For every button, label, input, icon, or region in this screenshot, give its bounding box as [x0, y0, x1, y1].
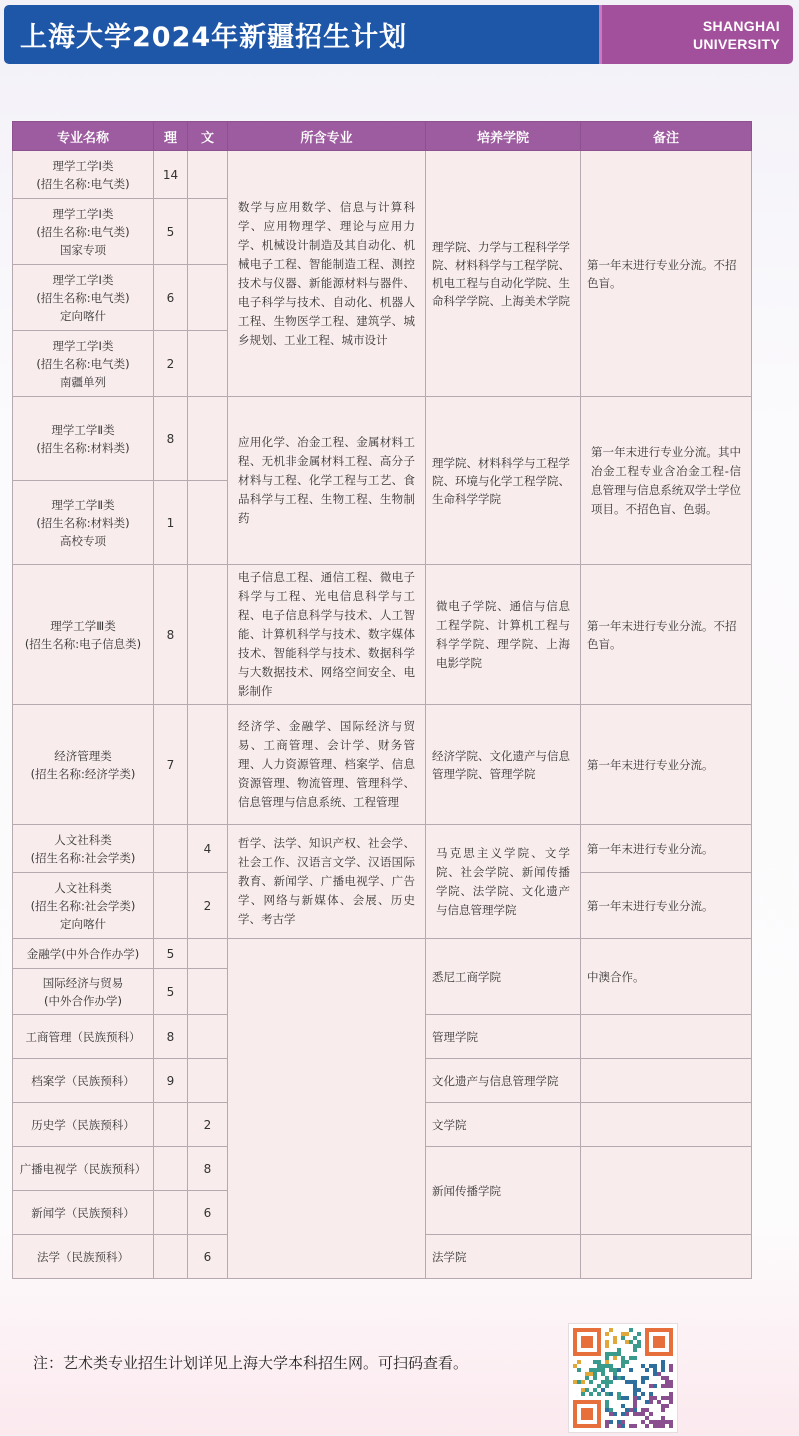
table-row [13, 705, 752, 825]
included-majors: 经济学、金融学、国际经济与贸易、工商管理、会计学、财务管理、人力资源管理、档案学、信息资源管理、物流管理、管理科学、信息管理与信息系统、工程管理 [228, 705, 426, 825]
remark: 第一年末进行专业分流。 [581, 873, 752, 939]
remark: 第一年末进行专业分流。 [581, 825, 752, 873]
header-cell: 专业名称 [13, 122, 154, 151]
table-row [13, 151, 752, 199]
qr-module [625, 1412, 629, 1416]
qr-module [637, 1332, 641, 1336]
qr-module [669, 1396, 673, 1400]
major-name: 理学工学Ⅰ类 (招生名称:电气类) 定向喀什 [13, 265, 154, 331]
remark [581, 1059, 752, 1103]
qr-module [661, 1376, 665, 1380]
qr-module [585, 1376, 589, 1380]
major-name: 理学工学Ⅰ类 (招生名称:电气类) 国家专项 [13, 199, 154, 265]
table-row [13, 397, 752, 481]
qr-module [661, 1424, 665, 1428]
page-title: 上海大学2024年新疆招生计划 [20, 22, 408, 53]
qr-module [661, 1360, 665, 1364]
major-name: 经济管理类 (招生名称:经济学类) [13, 705, 154, 825]
remark [581, 1015, 752, 1059]
qr-module [605, 1384, 609, 1388]
arts-quota [188, 969, 228, 1015]
qr-module [605, 1332, 609, 1336]
qr-module [589, 1392, 593, 1396]
remark: 中澳合作。 [581, 939, 752, 1015]
remark [581, 1235, 752, 1279]
science-quota: 14 [154, 151, 188, 199]
arts-quota [188, 1059, 228, 1103]
qr-module [625, 1380, 629, 1384]
qr-module [581, 1388, 585, 1392]
qr-module [605, 1360, 609, 1364]
table-header-row [13, 122, 752, 151]
remark [581, 1103, 752, 1147]
qr-module [633, 1412, 637, 1416]
college: 文化遗产与信息管理学院 [426, 1059, 581, 1103]
science-quota: 5 [154, 939, 188, 969]
qr-module [613, 1376, 617, 1380]
arts-quota [188, 397, 228, 481]
qr-module [641, 1412, 645, 1416]
qr-module [645, 1400, 649, 1404]
qr-module [577, 1380, 581, 1384]
qr-module [613, 1336, 617, 1340]
science-quota: 7 [154, 705, 188, 825]
qr-module [593, 1360, 597, 1364]
qr-module [645, 1416, 649, 1420]
qr-module [637, 1396, 641, 1400]
science-quota: 2 [154, 331, 188, 397]
included-majors: 数学与应用数学、信息与计算科学、应用物理学、理论与应用力学、机械设计制造及其自动化、机械电子工程、智能制造工程、测控技术与仪器、新能源材料与器件、电子科学与技术、自动化、机器人工程、生物医学工程、建筑学、城乡规划、工业工程、城市设计 [228, 151, 426, 397]
qr-module [605, 1344, 609, 1348]
qr-module [625, 1396, 629, 1400]
qr-module [621, 1376, 625, 1380]
qr-module [613, 1412, 617, 1416]
qr-module [629, 1368, 633, 1372]
arts-quota [188, 265, 228, 331]
qr-module [593, 1376, 597, 1380]
qr-module [585, 1372, 589, 1376]
major-name: 工商管理（民族预科） [13, 1015, 154, 1059]
qr-finder-top-left [573, 1328, 601, 1356]
qr-module [577, 1368, 581, 1372]
major-name: 广播电视学（民族预科） [13, 1147, 154, 1191]
remark: 第一年末进行专业分流。不招色盲。 [581, 151, 752, 397]
qr-module [665, 1396, 669, 1400]
major-name: 国际经济与贸易 (中外合作办学) [13, 969, 154, 1015]
qr-module [661, 1368, 665, 1372]
qr-module [669, 1368, 673, 1372]
qr-module [605, 1356, 609, 1360]
qr-module [661, 1364, 665, 1368]
qr-module [669, 1364, 673, 1368]
arts-quota [188, 939, 228, 969]
major-name: 理学工学Ⅰ类 (招生名称:电气类) 南疆单列 [13, 331, 154, 397]
college: 管理学院 [426, 1015, 581, 1059]
qr-module [625, 1360, 629, 1364]
qr-module [653, 1372, 657, 1376]
qr-module [665, 1384, 669, 1388]
college: 法学院 [426, 1235, 581, 1279]
page-header [4, 5, 793, 64]
qr-module [665, 1380, 669, 1384]
qr-module [605, 1400, 609, 1404]
science-quota: 1 [154, 481, 188, 565]
college: 微电子学院、通信与信息工程学院、计算机工程与科学学院、理学院、上海电影学院 [426, 565, 581, 705]
qr-module [593, 1388, 597, 1392]
qr-module [637, 1344, 641, 1348]
qr-module [597, 1364, 601, 1368]
table-row [13, 939, 752, 969]
qr-finder-bottom-left [573, 1400, 601, 1428]
qr-module [653, 1368, 657, 1372]
qr-module [637, 1388, 641, 1392]
qr-module [597, 1360, 601, 1364]
qr-module [601, 1380, 605, 1384]
science-quota [154, 1147, 188, 1191]
science-quota: 6 [154, 265, 188, 331]
science-quota [154, 1235, 188, 1279]
science-quota: 5 [154, 969, 188, 1015]
qr-module [581, 1380, 585, 1384]
qr-module [657, 1372, 661, 1376]
qr-module [641, 1376, 645, 1380]
qr-module [633, 1336, 637, 1340]
qr-module [609, 1364, 613, 1368]
qr-module [657, 1400, 661, 1404]
qr-module [609, 1420, 613, 1424]
arts-quota: 4 [188, 825, 228, 873]
qr-module [609, 1380, 613, 1384]
qr-module [601, 1372, 605, 1376]
qr-module [629, 1380, 633, 1384]
qr-module [609, 1412, 613, 1416]
qr-module [645, 1424, 649, 1428]
arts-quota: 6 [188, 1191, 228, 1235]
qr-module [649, 1420, 653, 1424]
qr-module [653, 1420, 657, 1424]
qr-module [633, 1400, 637, 1404]
qr-module [617, 1420, 621, 1424]
qr-module [653, 1424, 657, 1428]
qr-module [573, 1380, 577, 1384]
qr-module [605, 1340, 609, 1344]
qr-module [617, 1396, 621, 1400]
qr-module [609, 1352, 613, 1356]
qr-module [669, 1392, 673, 1396]
qr-module [645, 1408, 649, 1412]
major-name: 金融学(中外合作办学) [13, 939, 154, 969]
qr-module [621, 1360, 625, 1364]
qr-finder-top-right [645, 1328, 673, 1356]
college: 悉尼工商学院 [426, 939, 581, 1015]
qr-module [621, 1396, 625, 1400]
remark [581, 1147, 752, 1235]
qr-module [605, 1380, 609, 1384]
qr-module [645, 1368, 649, 1372]
science-quota: 8 [154, 397, 188, 481]
qr-module [609, 1392, 613, 1396]
qr-module [641, 1380, 645, 1384]
logo-line-2: UNIVERSITY [692, 35, 780, 52]
major-name: 理学工学Ⅱ类 (招生名称:材料类) 高校专项 [13, 481, 154, 565]
science-quota [154, 1191, 188, 1235]
major-name: 人文社科类 (招生名称:社会学类) [13, 825, 154, 873]
table-row [13, 565, 752, 705]
qr-module [585, 1388, 589, 1392]
qr-module [609, 1368, 613, 1372]
qr-module [625, 1340, 629, 1344]
major-name: 理学工学Ⅲ类 (招生名称:电子信息类) [13, 565, 154, 705]
qr-module [621, 1336, 625, 1340]
qr-module [641, 1392, 645, 1396]
qr-module [577, 1360, 581, 1364]
qr-code-graphic [569, 1324, 677, 1432]
header-cell: 文 [188, 122, 228, 151]
qr-module [653, 1396, 657, 1400]
major-name: 理学工学Ⅰ类 (招生名称:电气类) [13, 151, 154, 199]
footer-note: 注：艺术类专业招生计划详见上海大学本科招生网。可扫码查看。 [33, 1354, 469, 1372]
qr-module [617, 1368, 621, 1372]
qr-module [669, 1400, 673, 1404]
included-majors [228, 939, 426, 1279]
qr-module [609, 1328, 613, 1332]
arts-quota [188, 481, 228, 565]
qr-module [617, 1424, 621, 1428]
science-quota: 5 [154, 199, 188, 265]
remark: 第一年末进行专业分流。不招色盲。 [581, 565, 752, 705]
major-name: 档案学（民族预科） [13, 1059, 154, 1103]
major-name: 新闻学（民族预科） [13, 1191, 154, 1235]
qr-module [589, 1372, 593, 1376]
qr-module [629, 1424, 633, 1428]
qr-module [657, 1420, 661, 1424]
qr-module [649, 1400, 653, 1404]
qr-module [617, 1392, 621, 1396]
remark: 第一年末进行专业分流。 [581, 705, 752, 825]
qr-module [621, 1356, 625, 1360]
qr-module [653, 1364, 657, 1368]
qr-module [605, 1376, 609, 1380]
header-cell: 培养学院 [426, 122, 581, 151]
qr-module [633, 1396, 637, 1400]
qr-module [633, 1388, 637, 1392]
major-name: 理学工学Ⅱ类 (招生名称:材料类) [13, 397, 154, 481]
qr-module [601, 1364, 605, 1368]
qr-module [637, 1412, 641, 1416]
qr-module [621, 1424, 625, 1428]
table-row [13, 825, 752, 873]
qr-module [629, 1328, 633, 1332]
qr-module [661, 1396, 665, 1400]
header-cell: 备注 [581, 122, 752, 151]
remark: 第一年末进行专业分流。其中冶金工程专业含冶金工程-信息管理与信息系统双学士学位项目。不招色盲、色弱。 [581, 397, 752, 565]
included-majors: 应用化学、冶金工程、金属材料工程、无机非金属材料工程、高分子材料与工程、化学工程与工艺、食品科学与工程、生物工程、生物制药 [228, 397, 426, 565]
qr-module [605, 1392, 609, 1396]
college: 文学院 [426, 1103, 581, 1147]
qr-module [597, 1392, 601, 1396]
included-majors: 哲学、法学、知识产权、社会学、社会工作、汉语言文学、汉语国际教育、新闻学、广播电视学、广告学、网络与新媒体、会展、历史学、考古学 [228, 825, 426, 939]
qr-module [669, 1384, 673, 1388]
qr-code-icon[interactable] [568, 1323, 678, 1433]
qr-module [665, 1404, 669, 1408]
qr-module [593, 1372, 597, 1376]
qr-module [645, 1376, 649, 1380]
logo-line-1: SHANGHAI [702, 17, 780, 34]
qr-module [589, 1368, 593, 1372]
qr-module [653, 1384, 657, 1388]
qr-module [641, 1364, 645, 1368]
arts-quota [188, 1015, 228, 1059]
qr-module [641, 1420, 645, 1424]
qr-module [605, 1364, 609, 1368]
qr-module [593, 1368, 597, 1372]
qr-module [621, 1412, 625, 1416]
arts-quota: 6 [188, 1235, 228, 1279]
qr-module [621, 1364, 625, 1368]
enrollment-plan-table [12, 121, 752, 1279]
qr-module [641, 1408, 645, 1412]
qr-module [629, 1356, 633, 1360]
qr-module [601, 1368, 605, 1372]
science-quota: 8 [154, 1015, 188, 1059]
major-name: 历史学（民族预科） [13, 1103, 154, 1147]
qr-module [609, 1408, 613, 1412]
qr-module [621, 1332, 625, 1336]
qr-module [633, 1404, 637, 1408]
arts-quota: 2 [188, 1103, 228, 1147]
header-cell: 所含专业 [228, 122, 426, 151]
arts-quota: 8 [188, 1147, 228, 1191]
qr-module [661, 1420, 665, 1424]
qr-module [597, 1384, 601, 1388]
title-banner [4, 5, 599, 64]
qr-module [633, 1384, 637, 1388]
qr-module [633, 1424, 637, 1428]
arts-quota [188, 151, 228, 199]
qr-module [637, 1340, 641, 1344]
major-name: 人文社科类 (招生名称:社会学类) 定向喀什 [13, 873, 154, 939]
qr-module [633, 1348, 637, 1352]
qr-module [613, 1340, 617, 1344]
qr-module [661, 1404, 665, 1408]
qr-module [669, 1380, 673, 1384]
qr-module [669, 1420, 673, 1424]
qr-module [669, 1424, 673, 1428]
arts-quota [188, 331, 228, 397]
college: 马克思主义学院、文学院、社会学院、新闻传播学院、法学院、文化遗产与信息管理学院 [426, 825, 581, 939]
qr-module [649, 1412, 653, 1416]
qr-module [633, 1392, 637, 1396]
arts-quota [188, 199, 228, 265]
qr-module [629, 1408, 633, 1412]
qr-module [649, 1396, 653, 1400]
qr-module [581, 1392, 585, 1396]
qr-module [633, 1408, 637, 1412]
science-quota: 9 [154, 1059, 188, 1103]
qr-module [605, 1404, 609, 1408]
college: 新闻传播学院 [426, 1147, 581, 1235]
arts-quota: 2 [188, 873, 228, 939]
qr-module [665, 1420, 669, 1424]
qr-module [605, 1424, 609, 1428]
header-cell: 理 [154, 122, 188, 151]
qr-module [605, 1352, 609, 1356]
arts-quota [188, 705, 228, 825]
science-quota [154, 1103, 188, 1147]
qr-module [605, 1408, 609, 1412]
qr-module [633, 1344, 637, 1348]
qr-module [661, 1416, 665, 1420]
university-logo [599, 5, 793, 64]
major-name: 法学（民族预科） [13, 1235, 154, 1279]
qr-module [665, 1376, 669, 1380]
included-majors: 电子信息工程、通信工程、微电子科学与工程、光电信息科学与工程、电子信息科学与技术、人工智能、计算机科学与技术、数字媒体技术、智能科学与技术、数据科学与大数据技术、网络空间安全、电影制作 [228, 565, 426, 705]
college: 理学院、力学与工程科学学院、材料科学与工程学院、机电工程与自动化学院、生命科学学院、上海美术学院 [426, 151, 581, 397]
qr-module [649, 1384, 653, 1388]
qr-module [649, 1364, 653, 1368]
qr-module [601, 1388, 605, 1392]
qr-module [613, 1368, 617, 1372]
qr-module [613, 1352, 617, 1356]
qr-module [633, 1356, 637, 1360]
qr-module [617, 1376, 621, 1380]
qr-module [617, 1352, 621, 1356]
science-quota [154, 873, 188, 939]
qr-module [629, 1340, 633, 1344]
qr-module [621, 1420, 625, 1424]
qr-module [625, 1332, 629, 1336]
qr-module [613, 1356, 617, 1360]
qr-module [573, 1364, 577, 1368]
science-quota: 8 [154, 565, 188, 705]
college: 经济学院、文化遗产与信息管理学院、管理学院 [426, 705, 581, 825]
science-quota [154, 825, 188, 873]
qr-module [617, 1348, 621, 1352]
qr-module [633, 1380, 637, 1384]
qr-module [661, 1408, 665, 1412]
qr-module [605, 1420, 609, 1424]
college: 理学院、材料科学与工程学院、环境与化学工程学院、生命科学学院 [426, 397, 581, 565]
qr-module [613, 1372, 617, 1376]
qr-module [649, 1392, 653, 1396]
arts-quota [188, 565, 228, 705]
qr-module [625, 1408, 629, 1412]
qr-module [621, 1404, 625, 1408]
qr-module [589, 1380, 593, 1384]
qr-module [657, 1424, 661, 1428]
qr-module [597, 1368, 601, 1372]
qr-module [661, 1384, 665, 1388]
